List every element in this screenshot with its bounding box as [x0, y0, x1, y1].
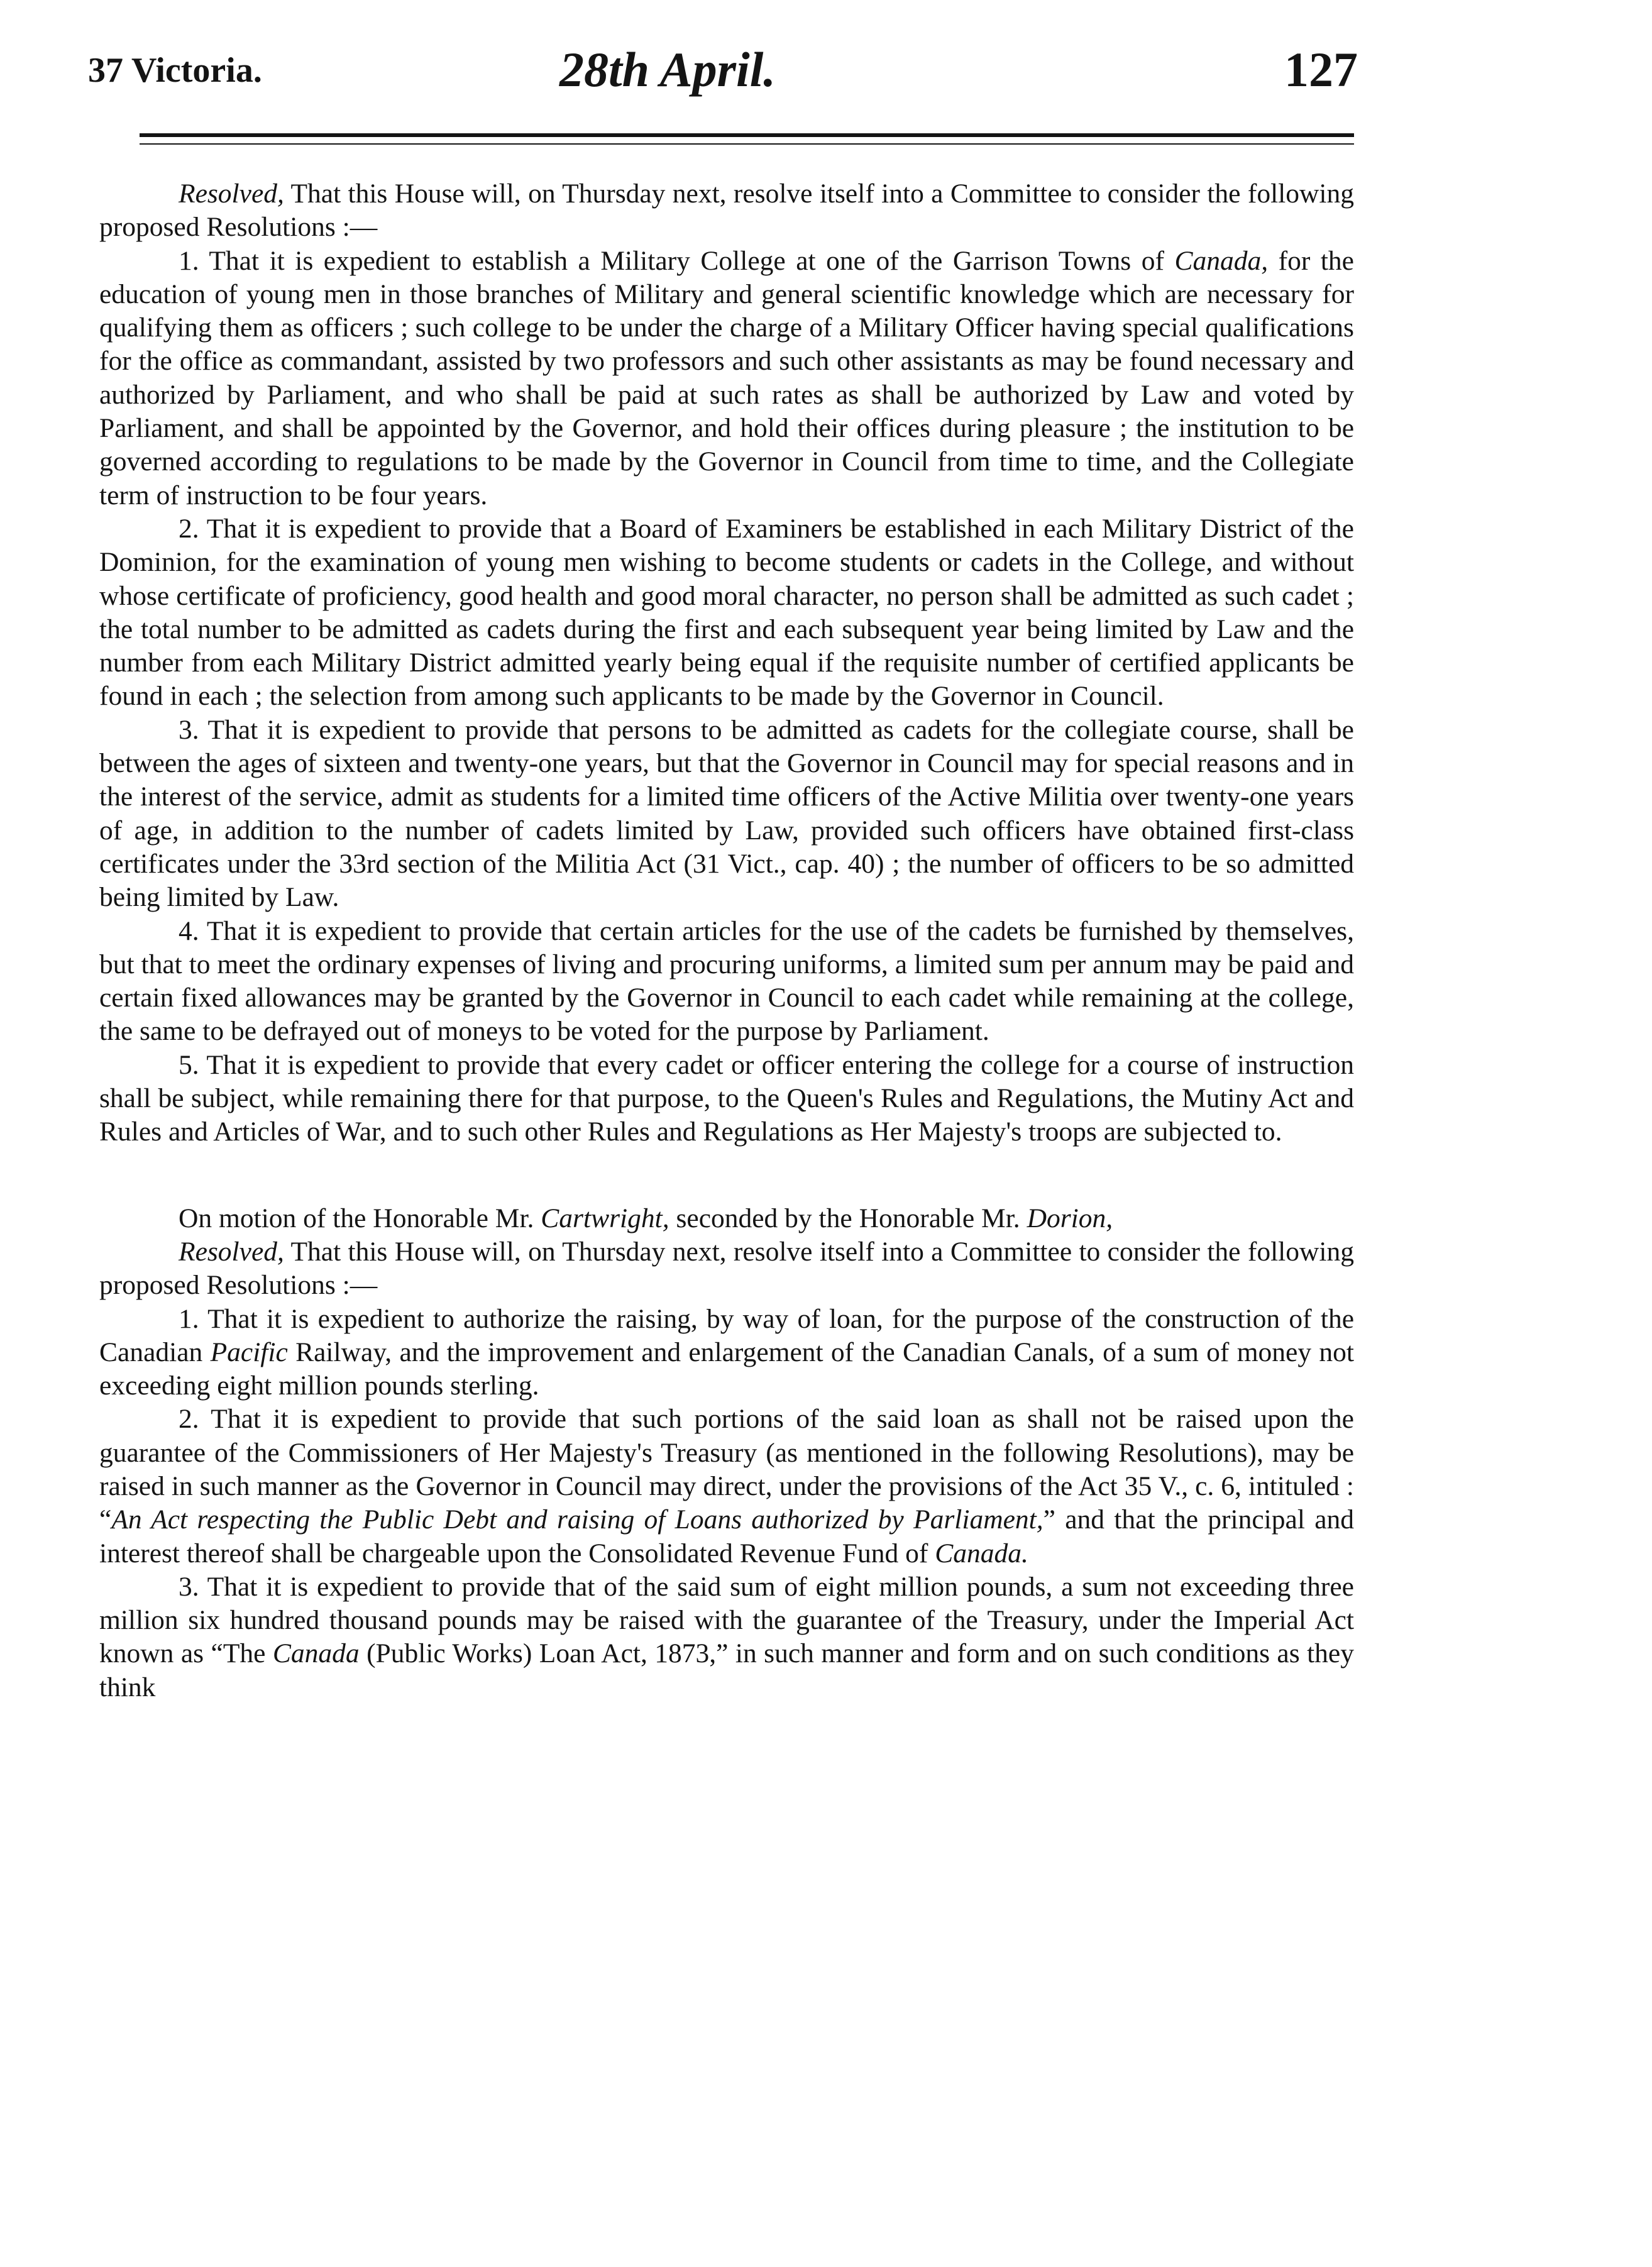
- resolution-text: for the education of young men in those branches of Military and general scientific knowledge which are necessary for qualifying them as officers ; such college to be under the charge of a Military Officer having special qualifications for the office as commandant, assisted by two professors and such other assistants as may be found necessary and authorized by Parliament, and who shall be paid at such rates as shall be authorized by Law and voted by Parliament, and shall be appointed by the Governor, and hold their offices during pleasure ; the institution to be governed according to regulations to be made by the Governor in Council from time to time, and the Collegiate term of instruction to be four years.: [99, 245, 1354, 510]
- resolution-text: 2. That it is expedient to provide that such portions of the said loan as shall not be raised upon the guarantee of the Commissioners of Her Majesty's Treasury (as mentioned in the following Resolutions), may be raised in such manner as the Governor in Council may direct, under the provisions of the Act 35 V., c. 6, intituled : “: [99, 1404, 1354, 1535]
- resolved-word: Resolved,: [179, 1236, 284, 1267]
- resolution-text: 1. That it is expedient to establish a Military College at one of the Garrison Towns of: [179, 245, 1175, 276]
- italic-place: Canada,: [1174, 245, 1269, 276]
- section-gap: [99, 1149, 1354, 1202]
- act-title: An Act respecting the Public Debt and raising of Loans authorized by Parliament,: [111, 1504, 1044, 1535]
- resolution-text: 3. That it is expedient to provide that of the said sum of eight million pounds, a sum not exceeding three million six hundred thousand pounds may be raised with the guarantee of the Treasury, under the Imperial Act known as “The: [99, 1571, 1354, 1669]
- italic-place: Canada.: [935, 1538, 1028, 1569]
- page-body: [99, 177, 1354, 1704]
- resolution-1-5: 5. That it is expedient to provide that every cadet or officer entering the college for a course of instruction shall be subject, while remaining there for that purpose, to the Queen's Rules and Regulations, the Mutiny Act and Rules and Articles of War, and to such other Rules and Regulations as Her Majesty's troops are subjected to.: [99, 1049, 1354, 1147]
- resolved-word: Resolved,: [179, 179, 284, 209]
- resolution-1-1: [99, 245, 1354, 512]
- resolution-1-3: 3. That it is expedient to provide that persons to be admitted as cadets for the collegiate course, shall be between the ages of sixteen and twenty-one years, but that the Governor in Council may for special reasons and in the interest of the service, admit as students for a limited time officers of the Active Militia over twenty-one years of age, in addition to the number of cadets limited by Law, provided such officers have obtained first-class certificates under the 33rd section of the Militia Act (31 Vict., cap. 40) ; the number of officers to be so admitted being limited by Law.: [99, 714, 1354, 913]
- mover-name: Cartwright,: [541, 1203, 669, 1233]
- date-heading: 28th April.: [559, 42, 776, 97]
- italic-word: Pacific: [210, 1337, 288, 1367]
- resolution-2-3: [99, 1570, 1354, 1704]
- italic-place: Canada: [272, 1638, 360, 1669]
- session-label: 37 Victoria.: [88, 51, 262, 90]
- page-number: 127: [1284, 42, 1358, 97]
- resolution-2-1: [99, 1303, 1354, 1403]
- header-rule-thick: [140, 133, 1354, 137]
- resolution-text: 1. That it is expedient to authorize the raising, by way of loan, for the purpose of the construction of the Canadian: [99, 1303, 1354, 1367]
- resolution-1-4: 4. That it is expedient to provide that certain articles for the use of the cadets be furnished by themselves, but that to meet the ordinary expenses of living and procuring uniforms, a limited sum per annum may be paid and certain fixed allowances may be granted by the Governor in Council to each cadet while remaining at the college, the same to be defrayed out of moneys to be voted for the purpose by Parliament.: [99, 915, 1354, 1047]
- intro-text: That this House will, on Thursday next, resolve itself into a Committee to consider the following proposed Resolutions :—: [99, 1236, 1354, 1301]
- motion-paragraph: [99, 1202, 1354, 1235]
- resolution-2-2: [99, 1403, 1354, 1570]
- resolution-text: (Public Works) Loan Act, 1873,” in such manner and form and on such conditions as they think: [99, 1638, 1354, 1702]
- seconder-name: Dorion,: [1027, 1203, 1113, 1233]
- header-rule-thin: [140, 143, 1354, 145]
- motion-text: seconded by the Honorable Mr.: [669, 1203, 1027, 1233]
- resolution-intro-2: [99, 1235, 1354, 1303]
- resolution-text: ” and that the principal and interest thereof shall be chargeable upon the Consolidated Revenue Fund of: [99, 1504, 1354, 1569]
- motion-text: On motion of the Honorable Mr.: [179, 1203, 541, 1233]
- resolution-intro-1: [99, 177, 1354, 245]
- resolution-text: Railway, and the improvement and enlargement of the Canadian Canals, of a sum of money not exceeding eight million pounds sterling.: [99, 1337, 1354, 1401]
- page-header: [88, 41, 1358, 111]
- intro-text: That this House will, on Thursday next, resolve itself into a Committee to consider the following proposed Resolutions :—: [99, 179, 1354, 243]
- resolution-1-2: 2. That it is expedient to provide that a Board of Examiners be established in each Military District of the Dominion, for the examination of young men wishing to become students or cadets in the College, and without whose certificate of proficiency, good health and good moral character, no person shall be admitted as such cadet ; the total number to be admitted as cadets during the first and each subsequent year being limited by Law and the number from each Military District admitted yearly being equal if the requisite number of certified applicants be found in each ; the selection from among such applicants to be made by the Governor in Council.: [99, 513, 1354, 712]
